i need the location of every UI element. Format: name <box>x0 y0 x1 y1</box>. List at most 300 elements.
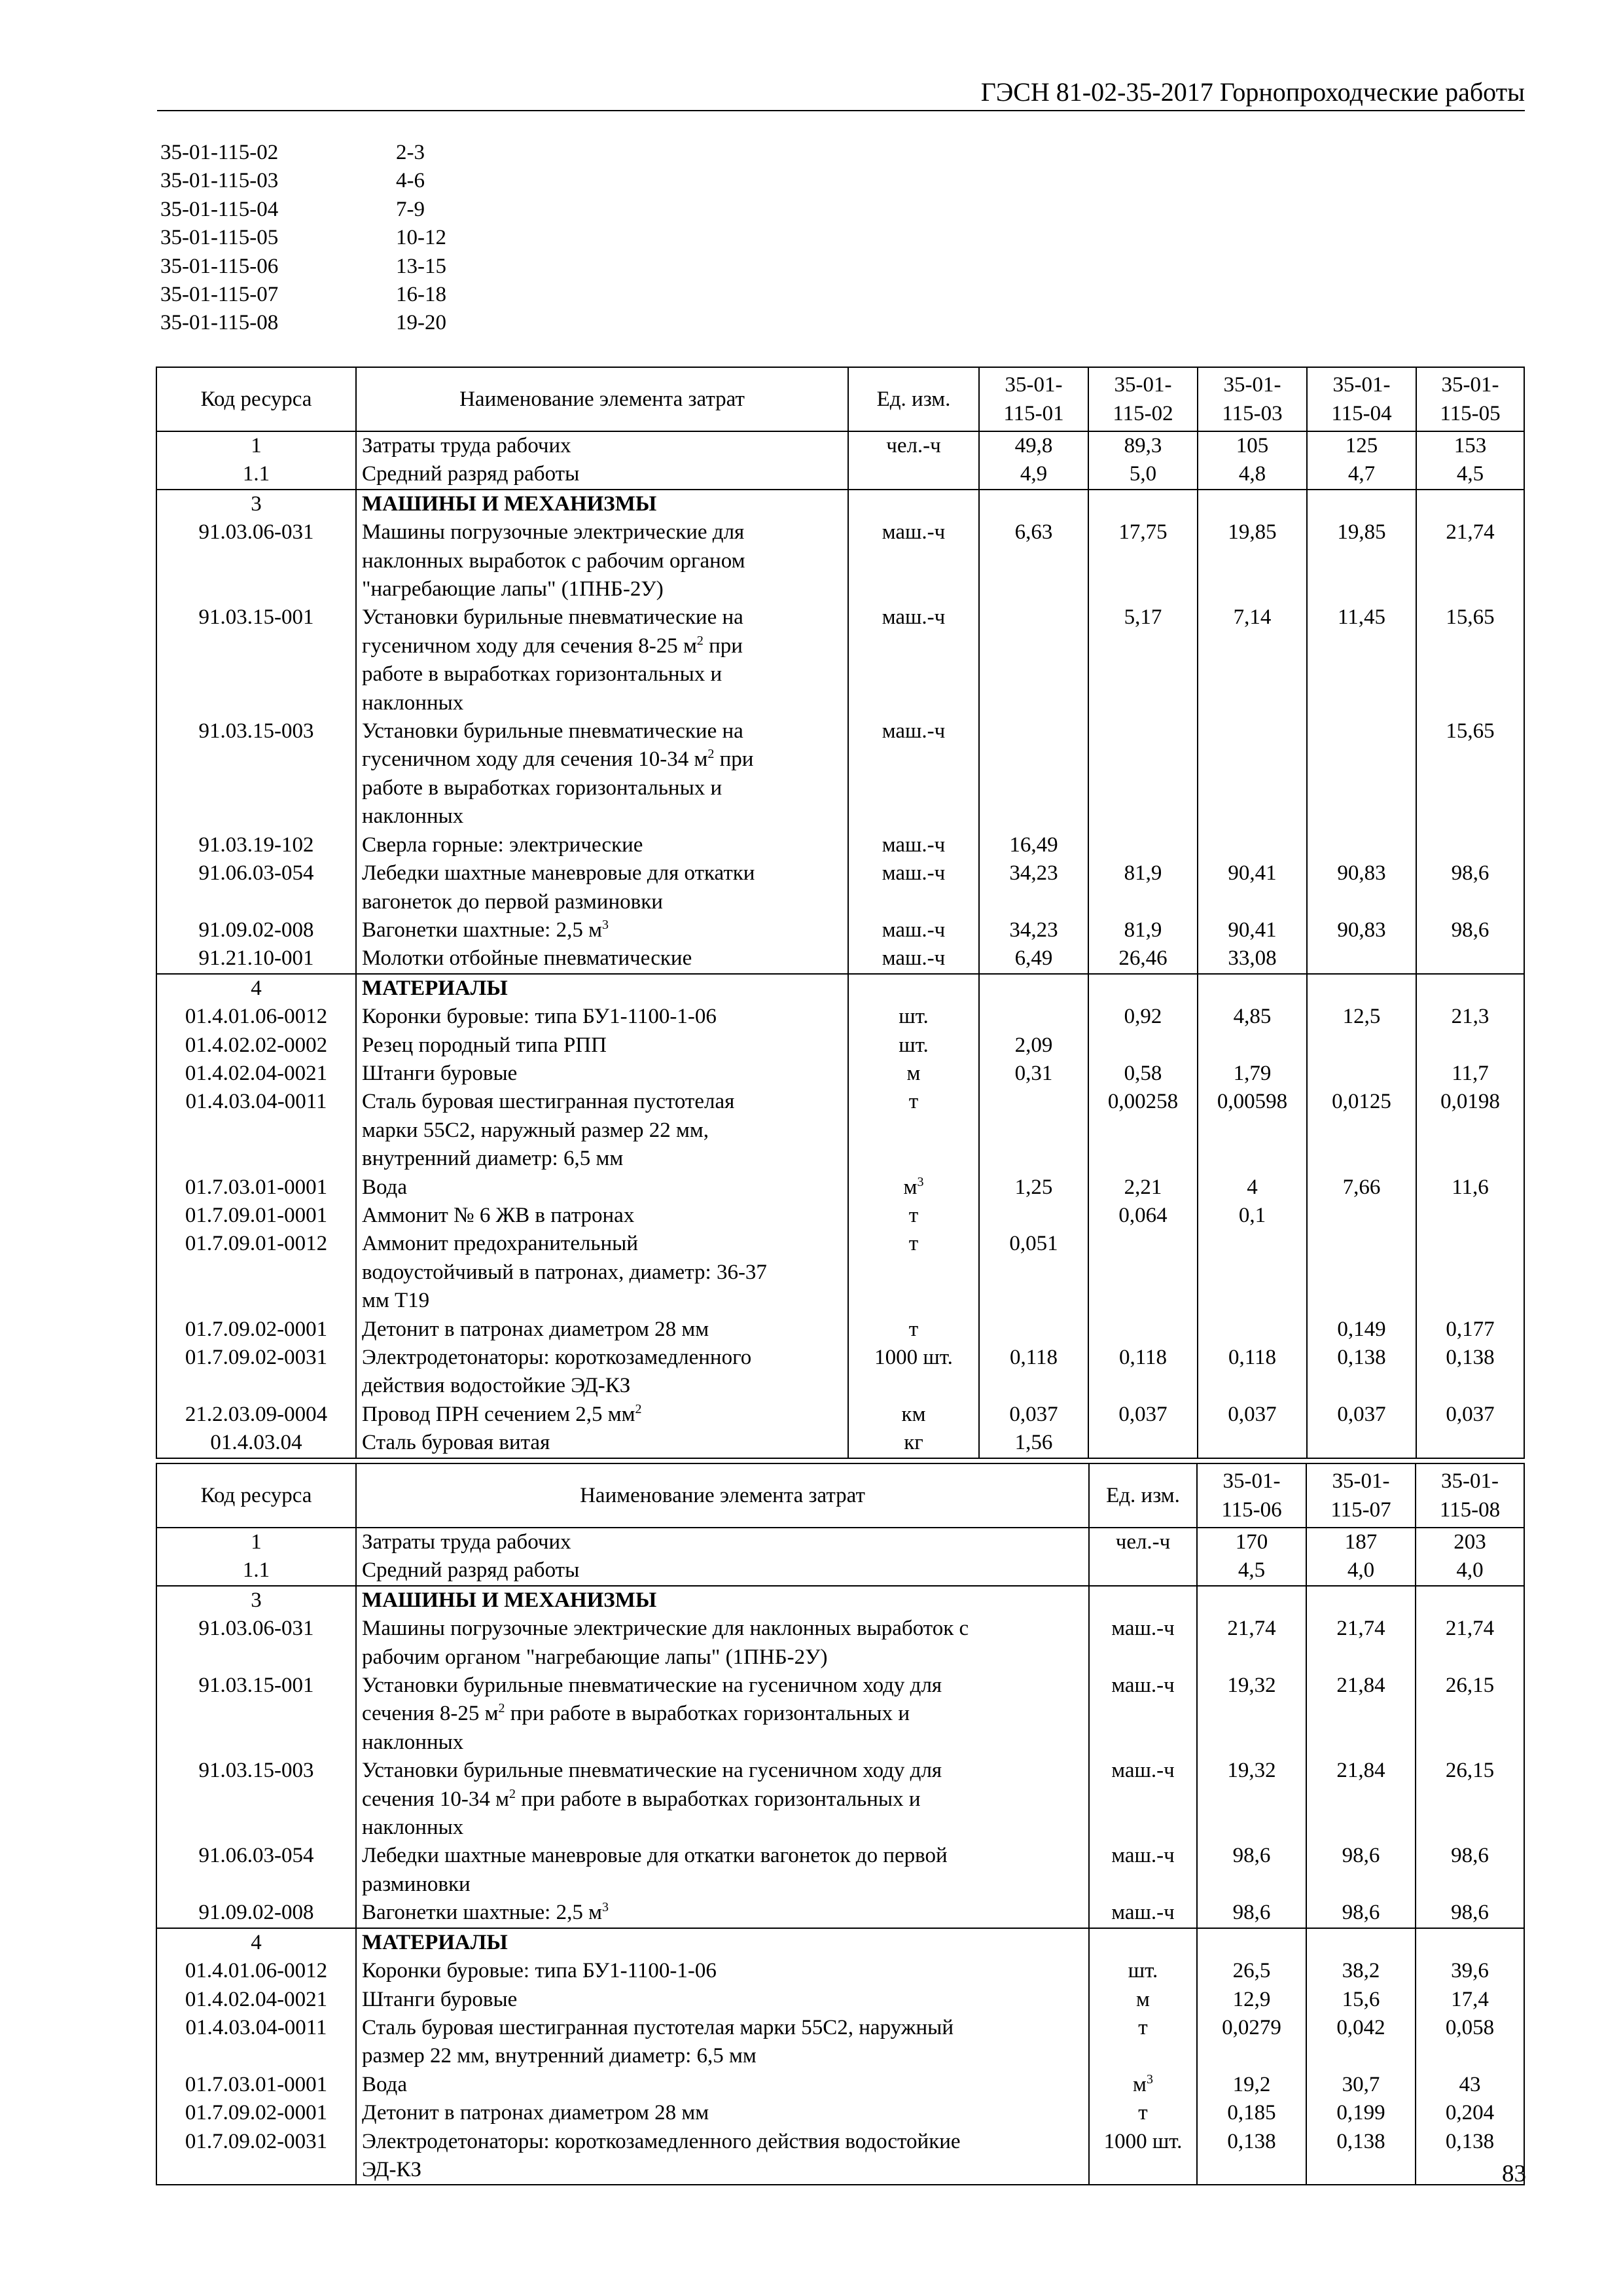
resource-code: 01.4.03.04-0011 <box>156 2014 356 2071</box>
resource-code: 3 <box>156 1586 356 1615</box>
value-cell <box>979 1202 1088 1230</box>
range-code: 35-01-115-06 <box>160 254 279 278</box>
value-cell: 26,15 <box>1416 1757 1524 1842</box>
value-cell: 4,8 <box>1198 460 1307 489</box>
table-row <box>156 1899 1524 1928</box>
unit-cell: кг <box>848 1429 979 1458</box>
value-cell <box>1416 1230 1524 1315</box>
column-header: Ед. изм. <box>848 367 979 431</box>
value-cell <box>1307 1060 1416 1088</box>
unit-cell: маш.-ч <box>848 944 979 973</box>
column-header: Наименование элемента затрат <box>356 367 848 431</box>
unit-cell: т <box>1089 2014 1197 2071</box>
cost-element-name: Штанги буровые <box>356 1060 848 1088</box>
value-cell: 90,83 <box>1307 916 1416 944</box>
resource-code: 3 <box>156 490 356 518</box>
table-row <box>156 1316 1524 1344</box>
cost-element-name: Вода <box>356 1174 848 1202</box>
value-cell: 4,5 <box>1197 1556 1306 1585</box>
value-cell <box>1307 1230 1416 1315</box>
value-cell <box>1088 490 1198 518</box>
value-cell <box>1198 1429 1307 1458</box>
table-row <box>156 1031 1524 1060</box>
unit-cell <box>848 490 979 518</box>
value-cell <box>979 1088 1088 1173</box>
range-item <box>160 309 446 337</box>
cost-element-name: Средний разряд работы <box>356 460 848 489</box>
range-code: 35-01-115-05 <box>160 226 279 250</box>
value-cell: 34,23 <box>979 859 1088 916</box>
value-cell <box>1416 831 1524 859</box>
resource-code: 01.7.09.01-0001 <box>156 1202 356 1230</box>
resource-code: 01.4.03.04 <box>156 1429 356 1458</box>
unit-cell <box>1089 1586 1197 1615</box>
column-header: 35-01- 115-01 <box>979 367 1088 431</box>
range-code: 35-01-115-08 <box>160 311 279 335</box>
value-cell: 0,185 <box>1197 2099 1306 2127</box>
value-cell: 125 <box>1307 431 1416 460</box>
value-cell: 0,0125 <box>1307 1088 1416 1173</box>
value-cell: 187 <box>1306 1528 1416 1556</box>
value-cell: 0,118 <box>1198 1344 1307 1401</box>
value-cell: 0,118 <box>979 1344 1088 1401</box>
resource-code: 1 <box>156 1528 356 1556</box>
value-cell: 0,92 <box>1088 1003 1198 1031</box>
value-cell: 0,0198 <box>1416 1088 1524 1173</box>
value-cell: 0,064 <box>1088 1202 1198 1230</box>
table-row <box>156 1757 1524 1842</box>
value-cell: 19,85 <box>1198 518 1307 603</box>
value-cell: 0,138 <box>1197 2128 1306 2185</box>
value-cell <box>1307 1429 1416 1458</box>
value-cell: 39,6 <box>1416 1957 1524 1985</box>
value-cell: 34,23 <box>979 916 1088 944</box>
value-cell: 0,037 <box>1198 1401 1307 1429</box>
value-cell <box>1416 1202 1524 1230</box>
value-cell: 4,85 <box>1198 1003 1307 1031</box>
value-cell <box>1088 717 1198 831</box>
resource-code: 01.4.03.04-0011 <box>156 1088 356 1173</box>
value-cell <box>1416 1031 1524 1060</box>
cost-element-name: Затраты труда рабочих <box>356 1528 1089 1556</box>
unit-cell: 1000 шт. <box>1089 2128 1197 2185</box>
value-cell: 0,037 <box>1416 1401 1524 1429</box>
value-cell: 21,74 <box>1197 1615 1306 1672</box>
value-cell: 0,138 <box>1306 2128 1416 2185</box>
resource-code: 91.03.15-001 <box>156 603 356 717</box>
table-row <box>156 1344 1524 1401</box>
unit-cell: маш.-ч <box>1089 1757 1197 1842</box>
cost-element-name: Затраты труда рабочих <box>356 431 848 460</box>
value-cell <box>1198 490 1307 518</box>
cost-element-name: Сталь буровая шестигранная пустотелая марки 55С2, наружный размер 22 мм, внутренний диаметр: 6,5 мм <box>356 1088 848 1173</box>
cost-element-name: Машины погрузочные электрические для наклонных выработок с рабочим органом "нагребающие лапы" (1ПНБ-2У) <box>356 1615 1089 1672</box>
range-item <box>160 139 446 167</box>
value-cell: 5,17 <box>1088 603 1198 717</box>
unit-cell: т <box>848 1202 979 1230</box>
unit-cell <box>848 460 979 489</box>
unit-cell: маш.-ч <box>1089 1899 1197 1928</box>
value-cell <box>1197 1586 1306 1615</box>
table-row <box>156 431 1524 460</box>
cost-element-name: Коронки буровые: типа БУ1-1100-1-06 <box>356 1003 848 1031</box>
value-cell <box>1307 831 1416 859</box>
table-row <box>156 859 1524 916</box>
column-header: 35-01- 115-04 <box>1307 367 1416 431</box>
table-row <box>156 944 1524 973</box>
unit-cell: маш.-ч <box>1089 1672 1197 1757</box>
column-header: Наименование элемента затрат <box>356 1463 1089 1528</box>
cost-element-name: Сверла горные: электрические <box>356 831 848 859</box>
range-value: 2-3 <box>396 141 425 164</box>
unit-cell: чел.-ч <box>848 431 979 460</box>
table-row <box>156 717 1524 831</box>
value-cell <box>1088 831 1198 859</box>
value-cell: 0,138 <box>1416 2128 1524 2185</box>
value-cell: 0,1 <box>1198 1202 1307 1230</box>
range-value: 16-18 <box>396 282 446 306</box>
cost-element-name: Молотки отбойные пневматические <box>356 944 848 973</box>
resource-code: 91.21.10-001 <box>156 944 356 973</box>
resource-table-2 <box>156 1463 1525 2185</box>
unit-cell: маш.-ч <box>848 831 979 859</box>
resource-code: 91.06.03-054 <box>156 859 356 916</box>
value-cell <box>1307 490 1416 518</box>
table-row <box>156 831 1524 859</box>
table-header <box>156 367 1524 431</box>
resource-code: 91.09.02-008 <box>156 916 356 944</box>
value-cell: 98,6 <box>1197 1842 1306 1899</box>
value-cell: 4 <box>1198 1174 1307 1202</box>
unit-cell: маш.-ч <box>848 518 979 603</box>
value-cell <box>979 974 1088 1003</box>
range-item <box>160 196 446 224</box>
value-cell: 203 <box>1416 1528 1524 1556</box>
table-row <box>156 974 1524 1003</box>
cost-element-name: Сталь буровая витая <box>356 1429 848 1458</box>
table-row <box>156 1842 1524 1899</box>
range-item <box>160 253 446 281</box>
unit-cell: шт. <box>848 1003 979 1031</box>
value-cell: 0,58 <box>1088 1060 1198 1088</box>
value-cell: 19,85 <box>1307 518 1416 603</box>
value-cell: 0,00598 <box>1198 1088 1307 1173</box>
value-cell: 4,0 <box>1306 1556 1416 1585</box>
column-header: 35-01- 115-07 <box>1306 1463 1416 1528</box>
value-cell: 1,79 <box>1198 1060 1307 1088</box>
cost-element-name: МАШИНЫ И МЕХАНИЗМЫ <box>356 490 848 518</box>
unit-cell: маш.-ч <box>848 916 979 944</box>
table-row <box>156 1986 1524 2014</box>
table-row <box>156 1556 1524 1585</box>
value-cell <box>1088 1429 1198 1458</box>
cost-element-name: Аммонит предохранительный водоустойчивый в патронах, диаметр: 36-37 мм Т19 <box>356 1230 848 1315</box>
value-cell <box>979 1316 1088 1344</box>
table-row <box>156 2099 1524 2127</box>
value-cell: 0,037 <box>1307 1401 1416 1429</box>
value-cell: 81,9 <box>1088 916 1198 944</box>
resource-code: 91.03.06-031 <box>156 518 356 603</box>
table-row <box>156 1401 1524 1429</box>
cost-element-name: МАТЕРИАЛЫ <box>356 1928 1089 1957</box>
column-header: Код ресурса <box>156 1463 356 1528</box>
table-row <box>156 1957 1524 1985</box>
value-cell: 0,138 <box>1416 1344 1524 1401</box>
unit-cell: т <box>848 1088 979 1173</box>
value-cell: 17,75 <box>1088 518 1198 603</box>
value-cell: 4,5 <box>1416 460 1524 489</box>
value-cell: 21,74 <box>1306 1615 1416 1672</box>
page-header <box>157 72 1525 111</box>
unit-cell <box>1089 1928 1197 1957</box>
value-cell: 0,204 <box>1416 2099 1524 2127</box>
resource-code: 91.03.06-031 <box>156 1615 356 1672</box>
value-cell: 0,0279 <box>1197 2014 1306 2071</box>
value-cell: 4,9 <box>979 460 1088 489</box>
range-value: 13-15 <box>396 254 446 278</box>
resource-code: 01.7.09.01-0012 <box>156 1230 356 1315</box>
table-row <box>156 1429 1524 1458</box>
unit-cell: шт. <box>848 1031 979 1060</box>
table-row <box>156 603 1524 717</box>
value-cell: 98,6 <box>1306 1842 1416 1899</box>
value-cell: 30,7 <box>1306 2071 1416 2099</box>
unit-cell <box>1089 1556 1197 1585</box>
resource-table-1 <box>156 367 1525 1459</box>
value-cell: 43 <box>1416 2071 1524 2099</box>
table-row <box>156 1928 1524 1957</box>
unit-cell: $м^3$ <box>848 1174 979 1202</box>
value-cell: 90,41 <box>1198 916 1307 944</box>
cost-element-name: Электродетонаторы: короткозамедленного действия водостойкие ЭД-КЗ <box>356 1344 848 1401</box>
table-row <box>156 1586 1524 1615</box>
resource-code: 01.7.09.02-0031 <box>156 1344 356 1401</box>
table-row <box>156 1003 1524 1031</box>
resource-code: 91.03.15-001 <box>156 1672 356 1757</box>
value-cell: 0,199 <box>1306 2099 1416 2127</box>
value-cell: 0,177 <box>1416 1316 1524 1344</box>
cost-element-name: Штанги буровые <box>356 1986 1089 2014</box>
value-cell: 98,6 <box>1416 1899 1524 1928</box>
value-cell <box>1306 1928 1416 1957</box>
range-code: 35-01-115-02 <box>160 141 279 164</box>
unit-cell: чел.-ч <box>1089 1528 1197 1556</box>
value-cell: 11,45 <box>1307 603 1416 717</box>
value-cell: 0,138 <box>1307 1344 1416 1401</box>
value-cell <box>1198 831 1307 859</box>
resource-code: 01.4.01.06-0012 <box>156 1957 356 1985</box>
value-cell: 98,6 <box>1197 1899 1306 1928</box>
resource-code: 01.7.09.02-0001 <box>156 2099 356 2127</box>
unit-cell: м <box>1089 1986 1197 2014</box>
value-cell: 49,8 <box>979 431 1088 460</box>
value-cell: 98,6 <box>1306 1899 1416 1928</box>
value-cell <box>1088 1230 1198 1315</box>
unit-cell: м <box>848 1060 979 1088</box>
resource-code: 91.03.15-003 <box>156 1757 356 1842</box>
unit-cell: т <box>848 1316 979 1344</box>
value-cell: 7,14 <box>1198 603 1307 717</box>
resource-code: 01.7.09.02-0001 <box>156 1316 356 1344</box>
value-cell: 98,6 <box>1416 1842 1524 1899</box>
value-cell: 0,037 <box>979 1401 1088 1429</box>
value-cell <box>1198 1031 1307 1060</box>
value-cell <box>1416 974 1524 1003</box>
value-cell <box>1198 974 1307 1003</box>
value-cell: 11,6 <box>1416 1174 1524 1202</box>
cost-element-name: Коронки буровые: типа БУ1-1100-1-06 <box>356 1957 1089 1985</box>
value-cell <box>1088 974 1198 1003</box>
unit-cell: $м^3$ <box>1089 2071 1197 2099</box>
value-cell <box>1307 944 1416 973</box>
range-value: 7-9 <box>396 197 425 221</box>
column-header: Ед. изм. <box>1089 1463 1197 1528</box>
value-cell: 90,41 <box>1198 859 1307 916</box>
value-cell: 0,037 <box>1088 1401 1198 1429</box>
unit-cell: маш.-ч <box>1089 1842 1197 1899</box>
value-cell: 0,051 <box>979 1230 1088 1315</box>
value-cell: 98,6 <box>1416 916 1524 944</box>
value-cell <box>1306 1586 1416 1615</box>
value-cell <box>1416 944 1524 973</box>
value-cell: 105 <box>1198 431 1307 460</box>
unit-cell: маш.-ч <box>848 859 979 916</box>
value-cell: 15,65 <box>1416 717 1524 831</box>
value-cell <box>1416 1429 1524 1458</box>
value-cell: 12,9 <box>1197 1986 1306 2014</box>
value-cell: 12,5 <box>1307 1003 1416 1031</box>
header-title: ГЭСН 81-02-35-2017 Горнопроходческие работы <box>980 77 1525 107</box>
value-cell: 21,74 <box>1416 1615 1524 1672</box>
range-code: 35-01-115-03 <box>160 169 279 193</box>
cost-element-name: Детонит в патронах диаметром 28 мм <box>356 1316 848 1344</box>
value-cell: 0,118 <box>1088 1344 1198 1401</box>
value-cell: 2,09 <box>979 1031 1088 1060</box>
cost-element-name: Установки бурильные пневматические на гусеничном ходу для сечения 8-25 $м^2$ при работе в выработках горизонтальных и наклонных <box>356 603 848 717</box>
value-cell: 0,042 <box>1306 2014 1416 2071</box>
value-cell: 89,3 <box>1088 431 1198 460</box>
resource-code: 91.03.19-102 <box>156 831 356 859</box>
value-cell: 26,46 <box>1088 944 1198 973</box>
unit-cell: маш.-ч <box>848 603 979 717</box>
unit-cell: маш.-ч <box>1089 1615 1197 1672</box>
resource-code: 1 <box>156 431 356 460</box>
value-cell: 21,84 <box>1306 1672 1416 1757</box>
value-cell: 4,0 <box>1416 1556 1524 1585</box>
table-row <box>156 1088 1524 1173</box>
range-value: 4-6 <box>396 169 425 193</box>
value-cell <box>1197 1928 1306 1957</box>
resource-code: 4 <box>156 974 356 1003</box>
cost-element-name: Вагонетки шахтные: 2,5 $м^3$ <box>356 1899 1089 1928</box>
value-cell <box>979 603 1088 717</box>
cost-element-name: Аммонит № 6 ЖВ в патронах <box>356 1202 848 1230</box>
cost-element-name: Электродетонаторы: короткозамедленного действия водостойкие ЭД-КЗ <box>356 2128 1089 2185</box>
resource-code: 91.09.02-008 <box>156 1899 356 1928</box>
unit-cell: км <box>848 1401 979 1429</box>
table-row <box>156 916 1524 944</box>
unit-cell: т <box>848 1230 979 1315</box>
table-row <box>156 2014 1524 2071</box>
value-cell: 153 <box>1416 431 1524 460</box>
unit-cell: шт. <box>1089 1957 1197 1985</box>
resource-code: 91.03.15-003 <box>156 717 356 831</box>
range-item <box>160 224 446 252</box>
resource-code: 01.4.02.04-0021 <box>156 1986 356 2014</box>
table-row <box>156 518 1524 603</box>
cost-element-name: Лебедки шахтные маневровые для откатки вагонеток до первой разминовки <box>356 859 848 916</box>
value-cell: 33,08 <box>1198 944 1307 973</box>
table-header <box>156 1463 1524 1528</box>
resource-code: 4 <box>156 1928 356 1957</box>
range-code: 35-01-115-04 <box>160 197 279 221</box>
table-row <box>156 2128 1524 2185</box>
value-cell: 1,56 <box>979 1429 1088 1458</box>
value-cell: 90,83 <box>1307 859 1416 916</box>
unit-cell: 1000 шт. <box>848 1344 979 1401</box>
table-row <box>156 460 1524 489</box>
value-cell: 0,058 <box>1416 2014 1524 2071</box>
cost-element-name: МАШИНЫ И МЕХАНИЗМЫ <box>356 1586 1089 1615</box>
table-row <box>156 2071 1524 2099</box>
value-cell: 6,63 <box>979 518 1088 603</box>
table-row <box>156 490 1524 518</box>
range-code: 35-01-115-07 <box>160 282 279 306</box>
column-header: Код ресурса <box>156 367 356 431</box>
value-cell <box>979 717 1088 831</box>
cost-element-name: Сталь буровая шестигранная пустотелая марки 55С2, наружный размер 22 мм, внутренний диаметр: 6,5 мм <box>356 2014 1089 2071</box>
resource-code: 01.4.01.06-0012 <box>156 1003 356 1031</box>
range-item <box>160 167 446 195</box>
column-header: 35-01- 115-03 <box>1198 367 1307 431</box>
resource-code: 01.7.09.02-0031 <box>156 2128 356 2185</box>
value-cell: 0,00258 <box>1088 1088 1198 1173</box>
value-cell: 21,3 <box>1416 1003 1524 1031</box>
unit-cell <box>848 974 979 1003</box>
value-cell <box>1088 1316 1198 1344</box>
table-row <box>156 1174 1524 1202</box>
cost-element-name: Резец породный типа РПП <box>356 1031 848 1060</box>
value-cell: 1,25 <box>979 1174 1088 1202</box>
value-cell <box>1307 1202 1416 1230</box>
range-item <box>160 281 446 309</box>
value-cell <box>1416 1586 1524 1615</box>
value-cell: 26,15 <box>1416 1672 1524 1757</box>
range-value: 10-12 <box>396 226 446 250</box>
range-list <box>160 139 446 338</box>
value-cell: 21,84 <box>1306 1757 1416 1842</box>
resource-code: 01.4.02.02-0002 <box>156 1031 356 1060</box>
value-cell <box>1307 1031 1416 1060</box>
cost-element-name: Лебедки шахтные маневровые для откатки вагонеток до первой разминовки <box>356 1842 1089 1899</box>
column-header: 35-01- 115-05 <box>1416 367 1524 431</box>
value-cell <box>1088 1031 1198 1060</box>
value-cell <box>1416 490 1524 518</box>
resource-code: 1.1 <box>156 460 356 489</box>
value-cell: 4,7 <box>1307 460 1416 489</box>
resource-code: 1.1 <box>156 1556 356 1585</box>
value-cell: 21,74 <box>1416 518 1524 603</box>
cost-element-name: Установки бурильные пневматические на гусеничном ходу для сечения 10-34 $м^2$ при работе в выработках горизонтальных и наклонных <box>356 717 848 831</box>
value-cell <box>1198 717 1307 831</box>
table-row <box>156 1060 1524 1088</box>
value-cell <box>1416 1928 1524 1957</box>
table-row <box>156 1672 1524 1757</box>
unit-cell: т <box>1089 2099 1197 2127</box>
value-cell <box>979 1003 1088 1031</box>
value-cell: 26,5 <box>1197 1957 1306 1985</box>
value-cell: 11,7 <box>1416 1060 1524 1088</box>
